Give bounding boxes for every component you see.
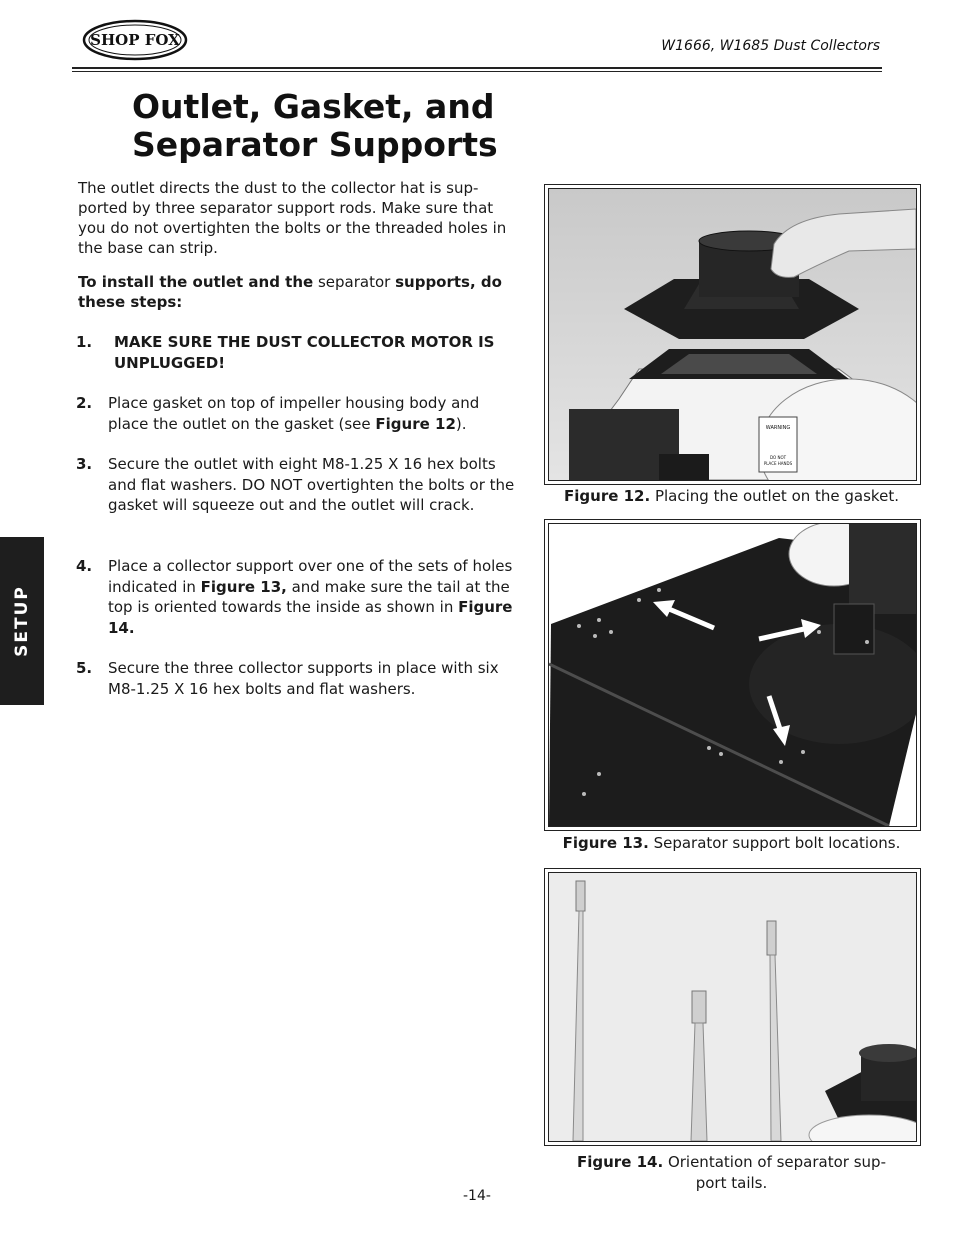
- step-3: 3. Secure the outlet with eight M8-1.25 X 16 hex bolts and flat washers. DO NOT overtighten the bolts or the gasket will squeeze out and the outlet will crack.: [76, 455, 515, 514]
- svg-text:SHOP FOX: SHOP FOX: [90, 31, 180, 49]
- figure-13-image: [544, 519, 921, 831]
- figure-12-caption: Figure 12. Placing the outlet on the gasket.: [564, 487, 899, 505]
- shop-fox-logo: [82, 18, 188, 62]
- section-tab-setup: SETUP: [0, 537, 44, 705]
- page-number: -14-: [463, 1188, 491, 1204]
- figure-13-caption: Figure 13. Separator support bolt locations.: [562, 834, 901, 852]
- step-4: 4. Place a collector support over one of the sets of holes indicated in Figure 13, and make sure the tail at the top is oriented towards the inside as shown in Figure 14.: [76, 557, 513, 637]
- svg-text:DO NOT: DO NOT: [769, 455, 787, 460]
- header-rule: [72, 67, 882, 69]
- figure-14-image: [544, 868, 921, 1146]
- figure-12-image: [544, 184, 921, 485]
- step-1: 1. MAKE SURE THE DUST COLLECTOR MOTOR IS UNPLUGGED!: [76, 333, 495, 372]
- svg-text:WARNING: WARNING: [765, 425, 791, 431]
- step-2: 2. Place gasket on top of impeller housing body and place the outlet on the gasket (see Figure 12).: [76, 394, 480, 433]
- lead-paragraph: To install the outlet and the separator supports, do these steps:: [78, 273, 502, 311]
- figure-14-caption: Figure 14. Orientation of separator sup- port tails.: [577, 1153, 886, 1192]
- svg-text:PLACE HANDS: PLACE HANDS: [763, 461, 793, 466]
- document-title: W1666, W1685 Dust Collectors: [661, 38, 880, 54]
- intro-paragraph: The outlet directs the dust to the collector hat is sup-ported by three separator support rods. Make sure that you do not overtighten the bolts or the threaded holes in the base can strip.: [78, 179, 507, 257]
- section-title: Outlet, Gasket, and Separator Supports: [132, 87, 498, 164]
- header-rule-thin: [72, 71, 882, 72]
- step-5: 5. Secure the three collector supports in place with six M8-1.25 X 16 hex bolts and flat washers.: [76, 659, 499, 698]
